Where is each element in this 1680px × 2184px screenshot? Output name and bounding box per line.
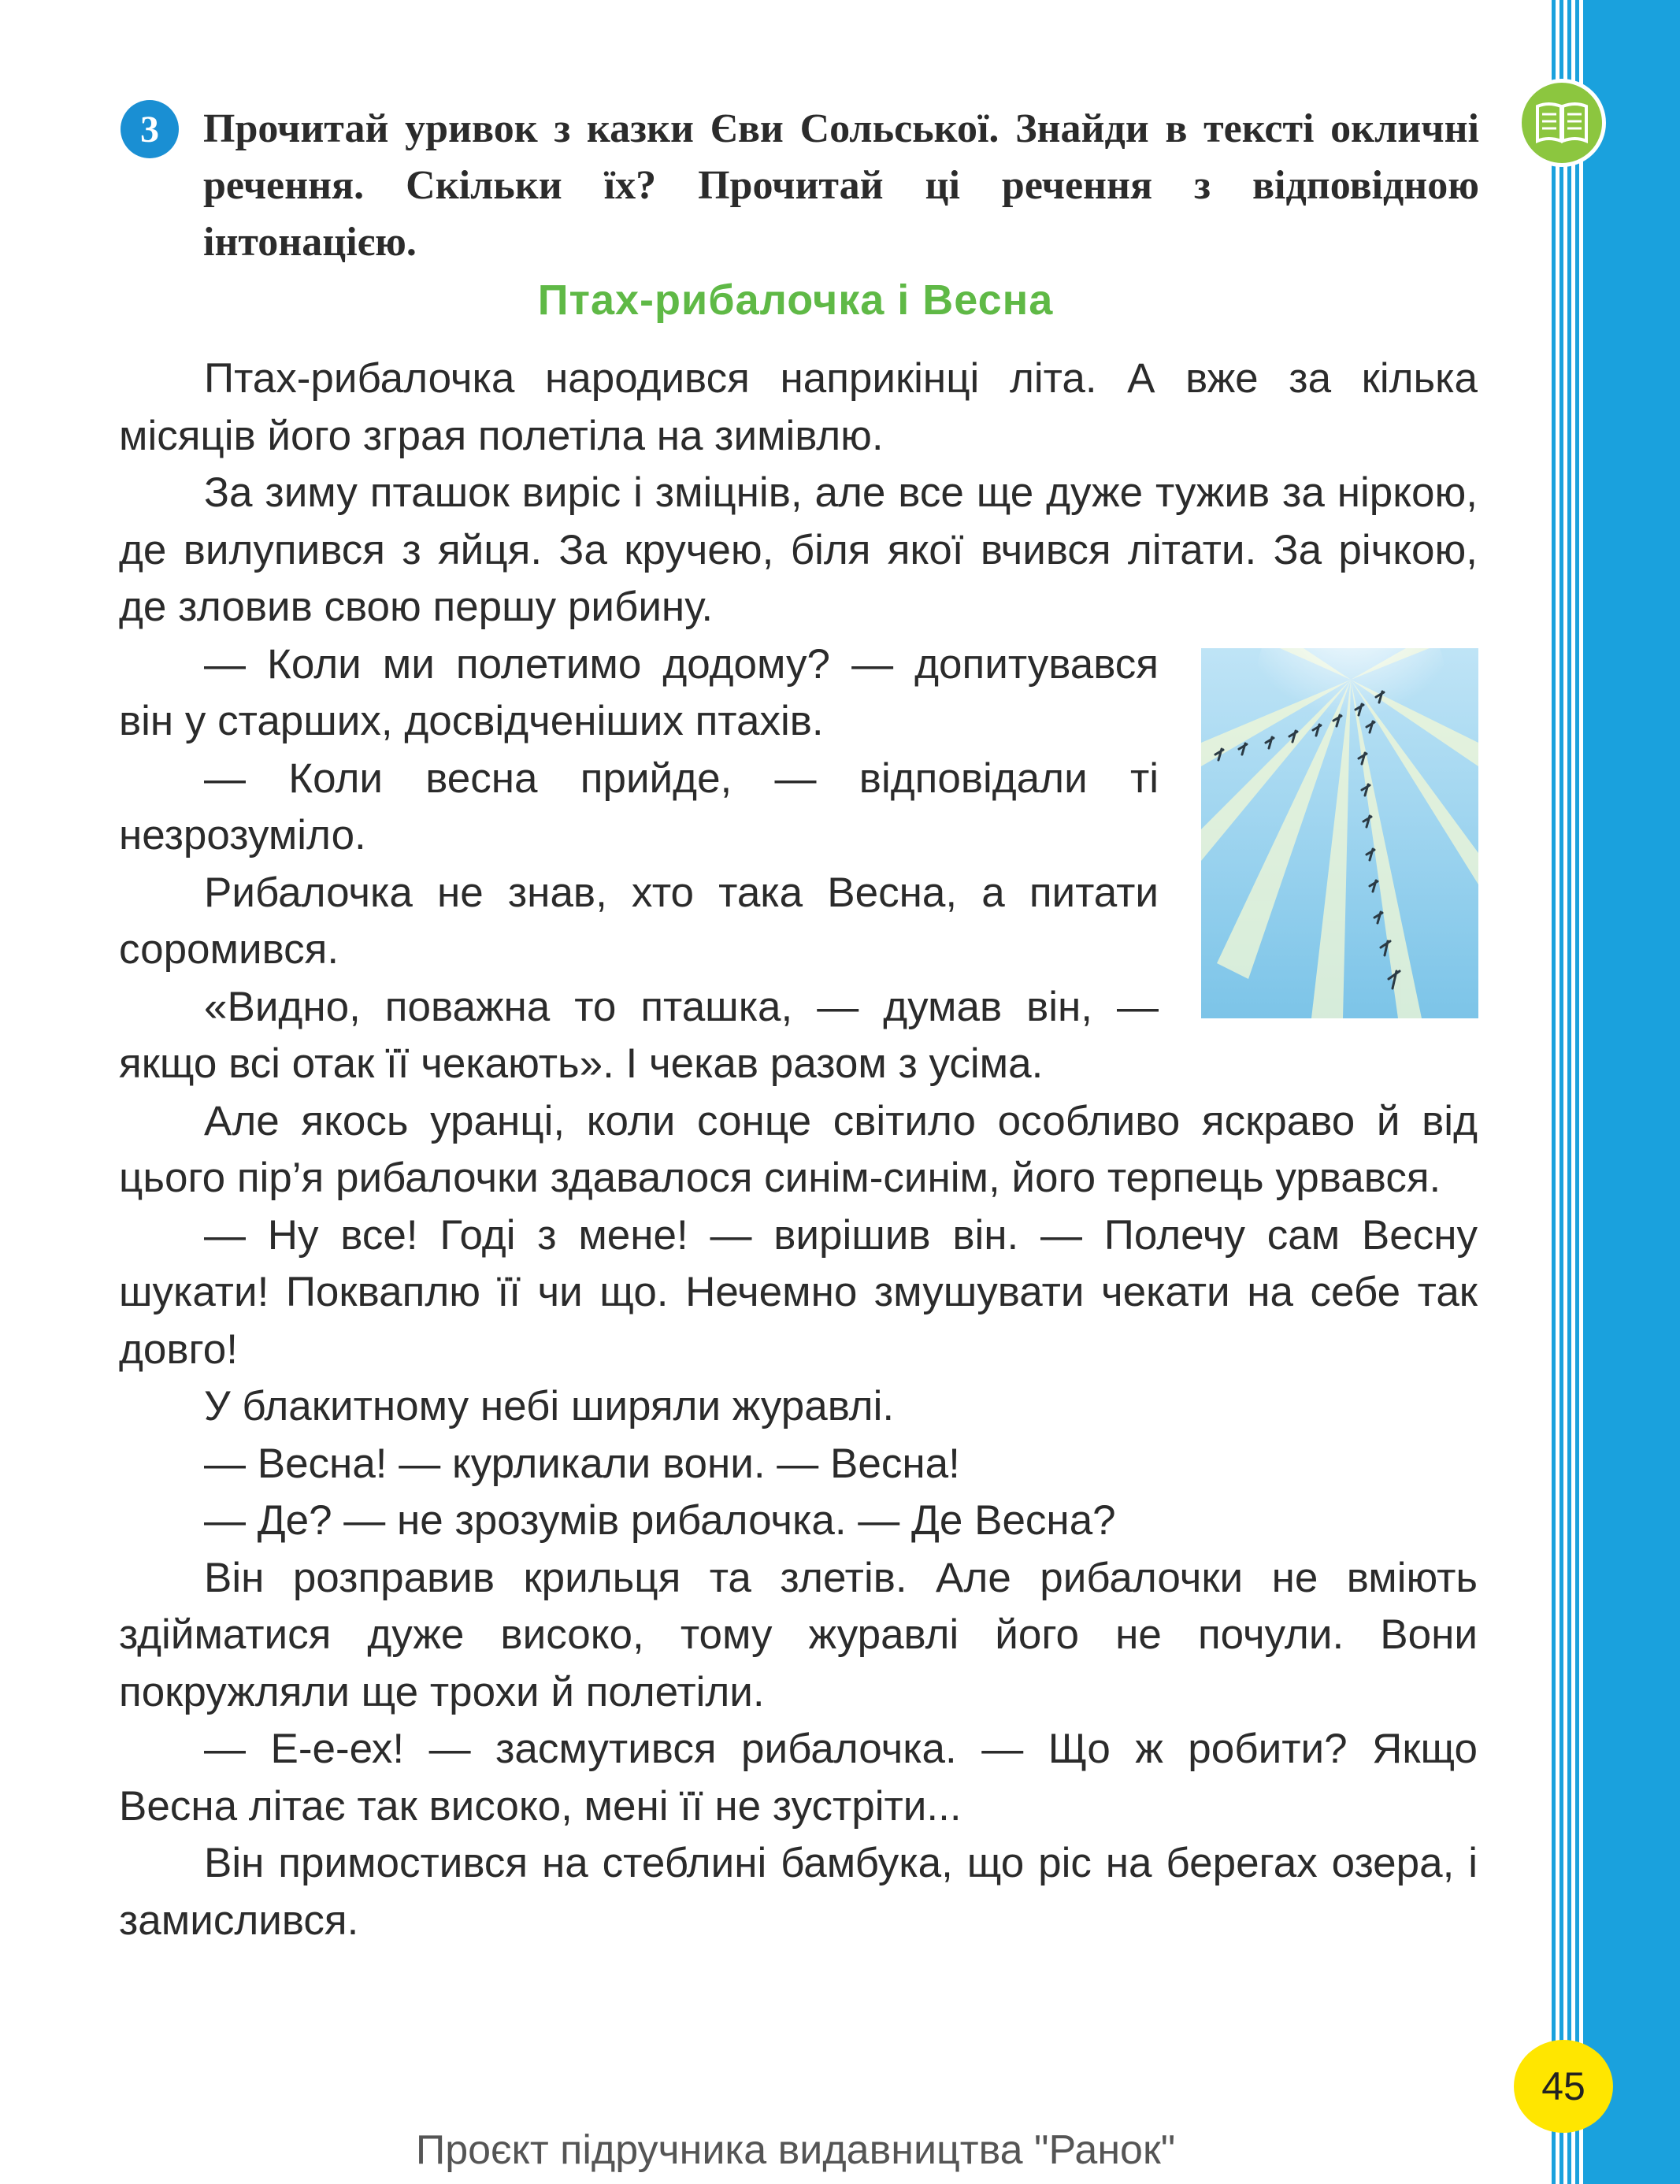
story-paragraph: — Коли ми полетимо додому? — допитувався він у старших, досвідченіших птахів. — [119, 640, 1159, 744]
story-paragraph: — Весна! — курликали вони. — Весна! — [204, 1440, 960, 1487]
page-number: 45 — [1514, 2040, 1613, 2133]
story-paragraph: Він розправив крильця та злетів. Але рибалочки не вміють здійматися дуже високо, тому журавлі його не почули. Вони покружляли ще трохи й полетіли. — [119, 1554, 1478, 1715]
task-number: 3 — [121, 100, 179, 158]
story-paragraph: За зиму пташок виріс і зміцнів, але все ще дуже тужив за ніркою, де вилупився з яйця. За кручею, біля якої вчився літати. За річкою, де зловив свою першу рибину. — [119, 469, 1478, 630]
story-title — [0, 276, 1591, 324]
story-title-text: Птах-рибалочка і Весна — [537, 276, 1054, 324]
task-instruction: Прочитай уривок з казки Єви Сольської. Знайди в тексті окличні речення. Скільки їх? Прочитай ці речення з відповідною інтонацією. — [203, 106, 1479, 265]
open-book-icon — [1534, 100, 1589, 146]
story-paragraph: Але якось уранці, коли сонце світило особливо яскраво й від цього пір’я рибалочки здавалося синім-синім, його терпець урвався. — [119, 1097, 1478, 1201]
story-paragraph: «Видно, поважна то пташка, — думав він, — якщо всі отак її чекають». І чекав разом з усіма. — [119, 983, 1159, 1087]
story-paragraph: Птах-рибалочка народився наприкінці літа. А вже за кілька місяців його зграя полетіла на зимівлю. — [119, 355, 1478, 459]
story-paragraph: — Ну все! Годі з мене! — вирішив він. — Полечу сам Весну шукати! Покваплю її чи що. Нечемно змушувати чекати на себе так довго! — [119, 1211, 1478, 1373]
side-stripes — [1548, 0, 1584, 2184]
publisher-footer: Проєкт підручника видавництва "Ранок" — [415, 2127, 1176, 2173]
story-paragraph: Він примостився на стеблині бамбука, що ріс на берегах озера, і замислився. — [119, 1840, 1478, 1944]
story-paragraph: — Е-е-ех! — засмутився рибалочка. — Що ж робити? Якщо Весна літає так високо, мені її не зустріти... — [119, 1726, 1478, 1830]
story-paragraph: Рибалочка не знав, хто така Весна, а питати соромився. — [119, 869, 1159, 973]
story-paragraph: — Де? — не зрозумів рибалочка. — Де Весна? — [204, 1497, 1116, 1544]
story-paragraph: У блакитному небі ширяли журавлі. — [204, 1383, 895, 1429]
reading-badge — [1518, 79, 1606, 167]
story-body — [119, 350, 1478, 1949]
story-paragraph: — Коли весна прийде, — відповідали ті незрозуміло. — [119, 755, 1159, 858]
